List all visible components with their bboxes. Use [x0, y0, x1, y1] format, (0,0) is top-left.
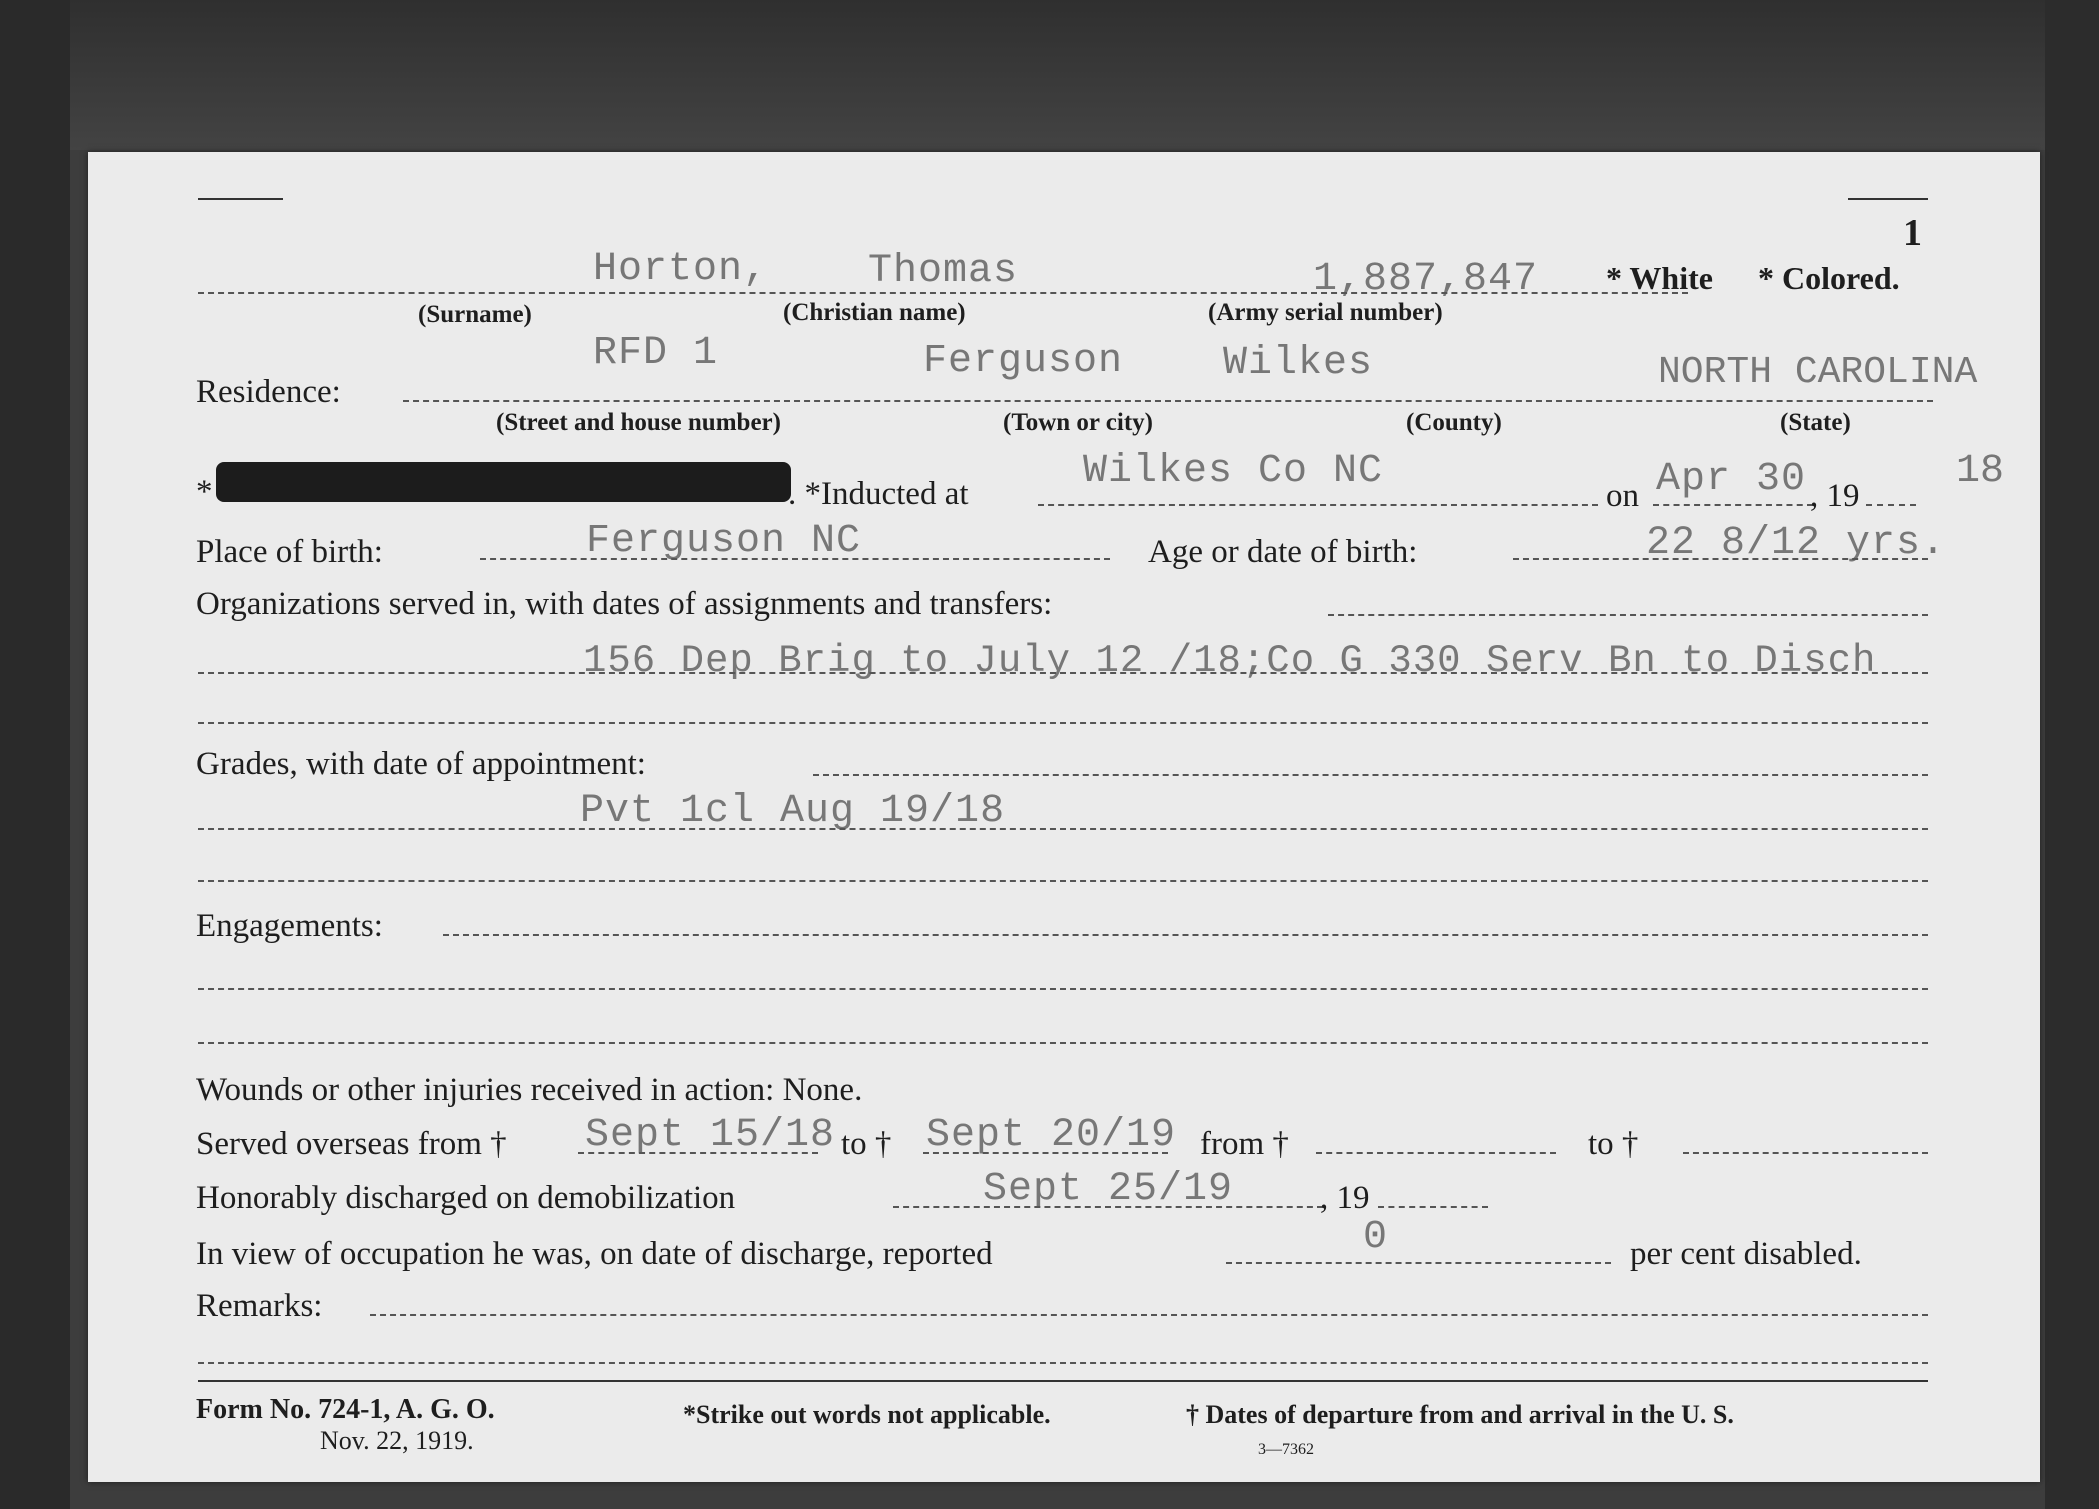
inducted-at-label: . *Inducted at — [788, 476, 969, 512]
induction-place-value: Wilkes Co NC — [1083, 449, 1384, 494]
overseas-label: Served overseas from † — [196, 1126, 507, 1162]
induction-date-value: Apr 30 — [1656, 457, 1807, 502]
remarks-line-2 — [198, 1362, 1928, 1364]
overseas-to2-label: to † — [1588, 1126, 1639, 1162]
induction-place-line — [1038, 504, 1598, 506]
surname-value: Horton, — [593, 247, 769, 292]
caption-town: (Town or city) — [1003, 409, 1153, 436]
form-date: Nov. 22, 1919. — [320, 1426, 474, 1455]
overseas-from-line — [578, 1152, 818, 1154]
note-strike-out: *Strike out words not applicable. — [683, 1400, 1051, 1429]
disability-line — [1226, 1262, 1611, 1264]
background-right — [2045, 0, 2099, 1509]
induction-date-line — [1653, 504, 1813, 506]
county-value: Wilkes — [1223, 341, 1374, 386]
race-colored: * Colored. — [1758, 260, 1900, 296]
disability-label: In view of occupation he was, on date of discharge, reported — [196, 1236, 993, 1272]
street-value: RFD 1 — [593, 331, 719, 376]
age-line — [1513, 558, 1928, 560]
organizations-line-2 — [198, 672, 1928, 674]
induction-asterisk: * — [196, 474, 213, 510]
disability-value: 0 — [1363, 1215, 1389, 1260]
grades-line-2 — [198, 828, 1928, 830]
footer-rule — [198, 1380, 1928, 1382]
background-top — [0, 0, 2099, 150]
caption-surname: (Surname) — [418, 301, 532, 328]
remarks-line-1 — [370, 1314, 1928, 1316]
caption-county: (County) — [1406, 409, 1502, 436]
year-prefix-label: , 19 — [1810, 478, 1860, 514]
overseas-from-value: Sept 15/18 — [585, 1113, 836, 1158]
grades-value: Pvt 1cl Aug 19/18 — [580, 789, 1006, 834]
serial-number-value: 1,887,847 — [1313, 257, 1539, 302]
age-label: Age or date of birth: — [1148, 534, 1418, 570]
grades-line-1 — [813, 774, 1928, 776]
year-line — [1866, 504, 1916, 506]
overseas-to-label: to † — [841, 1126, 892, 1162]
card-number: 1 — [1903, 212, 1922, 254]
discharge-label: Honorably discharged on demobilization — [196, 1180, 736, 1216]
place-of-birth-label: Place of birth: — [196, 534, 383, 570]
birth-place-line — [480, 558, 1110, 560]
overseas-to2-line — [1683, 1152, 1928, 1154]
disability-suffix: per cent disabled. — [1630, 1236, 1862, 1272]
grades-label: Grades, with date of appointment: — [196, 746, 646, 782]
remarks-label: Remarks: — [196, 1288, 323, 1324]
residence-label: Residence: — [196, 374, 341, 410]
overseas-from2-line — [1316, 1152, 1556, 1154]
caption-street: (Street and house number) — [496, 409, 781, 436]
organizations-line-3 — [198, 722, 1928, 724]
wounds-label: Wounds or other injuries received in action: None. — [196, 1072, 863, 1108]
caption-state: (State) — [1780, 409, 1851, 436]
overseas-from2-label: from † — [1200, 1126, 1289, 1162]
discharge-date-line — [893, 1206, 1323, 1208]
discharge-year-label: , 19 — [1320, 1180, 1370, 1216]
note-dates: † Dates of departure from and arrival in the U. S. — [1186, 1400, 1734, 1429]
discharge-date-value: Sept 25/19 — [983, 1167, 1234, 1212]
caption-christian-name: (Christian name) — [783, 299, 966, 326]
engagements-line-3 — [198, 1042, 1928, 1044]
organizations-value: 156 Dep Brig to July 12 /18;Co G 330 Serv Bn to Disch — [583, 639, 1877, 683]
top-right-rule — [1848, 198, 1928, 200]
name-line — [198, 292, 1688, 294]
state-value: NORTH CAROLINA — [1658, 351, 1978, 394]
residence-line — [403, 400, 1933, 402]
caption-serial-number: (Army serial number) — [1208, 299, 1443, 326]
overseas-to-value: Sept 20/19 — [926, 1113, 1177, 1158]
discharge-year-line — [1378, 1206, 1488, 1208]
engagements-line-1 — [443, 934, 1928, 936]
christian-name-value: Thomas — [868, 249, 1019, 294]
organizations-line-1 — [1328, 614, 1928, 616]
grades-line-3 — [198, 880, 1928, 882]
on-label: on — [1606, 478, 1639, 514]
top-left-rule — [198, 198, 283, 200]
background-left — [0, 0, 70, 1509]
print-code: 3—7362 — [1258, 1441, 1314, 1458]
age-value: 22 8/12 yrs. — [1646, 521, 1947, 566]
form-number: Form No. 724-1, A. G. O. — [196, 1394, 495, 1425]
service-record-card — [88, 152, 2040, 1482]
redaction-mark — [216, 462, 791, 502]
induction-year-value: 18 — [1956, 449, 2005, 494]
birth-place-value: Ferguson NC — [586, 519, 862, 564]
town-value: Ferguson — [923, 339, 1124, 384]
overseas-to-line — [923, 1152, 1168, 1154]
race-white: * White — [1606, 260, 1713, 296]
engagements-label: Engagements: — [196, 908, 383, 944]
engagements-line-2 — [198, 988, 1928, 990]
organizations-label: Organizations served in, with dates of assignments and transfers: — [196, 586, 1053, 622]
